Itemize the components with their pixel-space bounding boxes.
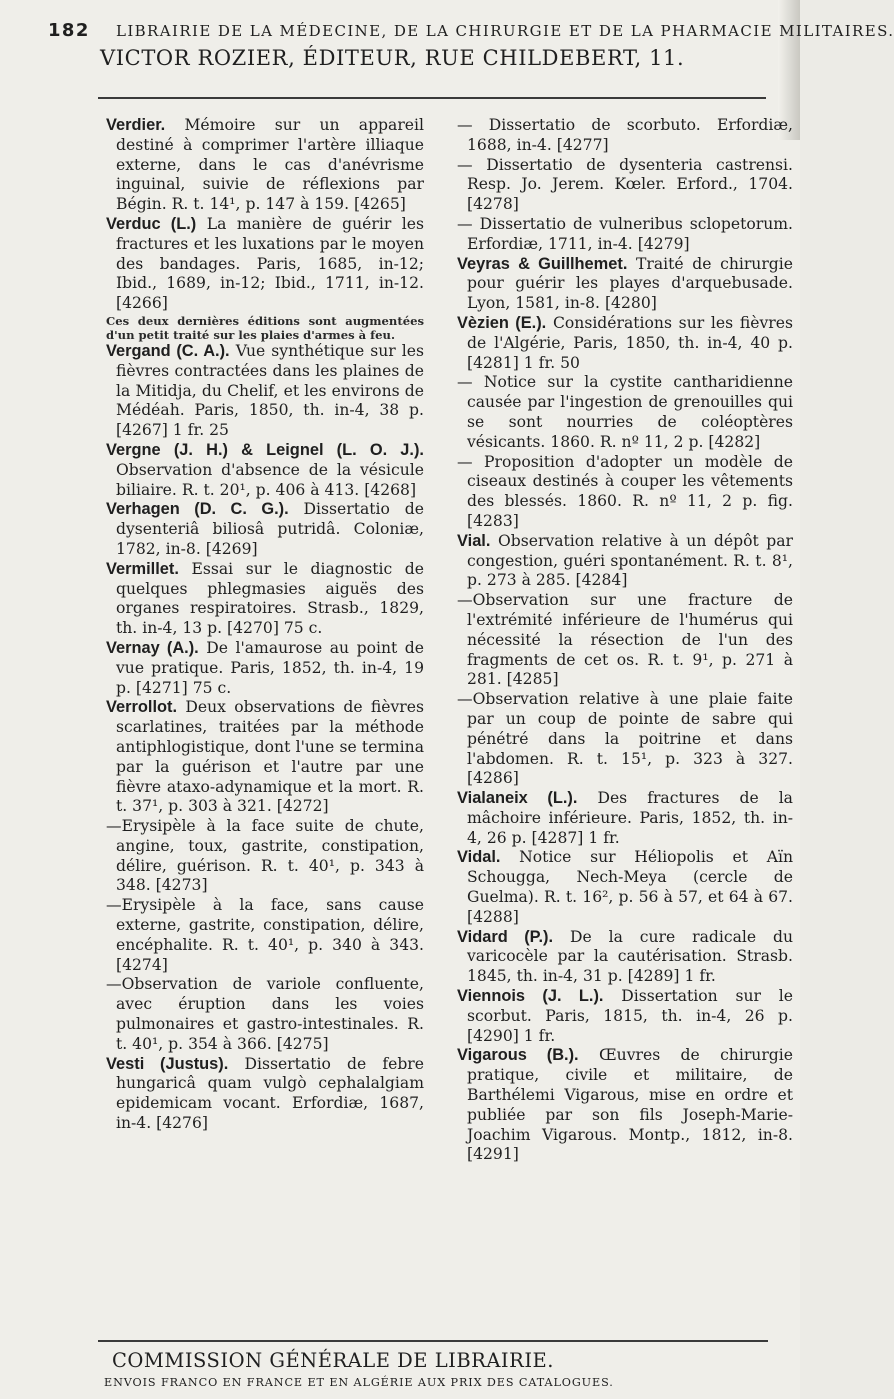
entry-author: Vergne (J. H.) & Leignel (L. O. J.). xyxy=(106,440,424,459)
entry-text: —Observation relative à une plaie faite par un coup de pointe de sabre qui pénétré dans la poitrine et dans l'abdomen. R. t. 15¹, p. 323 à 327. [4286] xyxy=(457,690,793,788)
running-header xyxy=(48,20,894,41)
entry-author: Vesti (Justus). xyxy=(106,1054,229,1073)
catalogue-entry xyxy=(106,896,424,975)
entry-author: Vermillet. xyxy=(106,559,179,578)
entry-text: De l'amaurose au point de vue pratique. Paris, 1852, th. in-4, 19 p. [4271] 75 c. xyxy=(116,638,424,697)
catalogue-entry xyxy=(457,215,793,255)
entry-text: — Dissertatio de vulneribus sclopetorum. Erfordiæ, 1711, in-4. [4279] xyxy=(457,214,793,253)
footer-rule xyxy=(98,1340,768,1342)
catalogue-entry xyxy=(106,342,424,441)
catalogue-entry xyxy=(106,560,424,639)
entry-author: Veyras & Guillhemet. xyxy=(457,254,628,273)
catalogue-entry xyxy=(457,156,793,215)
footer-commission: COMMISSION GÉNÉRALE DE LIBRAIRIE. xyxy=(112,1349,554,1372)
catalogue-entry xyxy=(106,116,424,215)
entry-text: —Erysipèle à la face suite de chute, angine, toux, gastrite, constipation, délire, guérison. R. t. 40¹, p. 343 à 348. [4273] xyxy=(106,817,424,895)
catalogue-entry xyxy=(106,975,424,1054)
entry-text: Observation d'absence de la vésicule biliaire. R. t. 20¹, p. 406 à 413. [4268] xyxy=(116,460,424,499)
entry-text: Traité de chirurgie pour guérir les playes d'arquebusade. Lyon, 1581, in-8. [4280] xyxy=(467,254,793,313)
catalogue-entry xyxy=(106,698,424,817)
catalogue-note: Ces deux dernières éditions sont augmentées d'un petit traité sur les plaies d'armes à feu. xyxy=(106,313,424,342)
catalogue-entry xyxy=(457,453,793,532)
entry-text: La manière de guérir les fractures et les luxations par le moyen des bandages. Paris, 1685, in-12; Ibid., 1689, in-12; Ibid., 1711, in-12. [4266] xyxy=(116,214,424,313)
entry-text: Notice sur Héliopolis et Aïn Schougga, Nech-Meya (cercle de Guelma). R. t. 16², p. 56 à 57, et 64 à 67. [4288] xyxy=(467,848,793,926)
entry-text: —Observation de variole confluente, avec éruption dans les voies pulmonaires et gastro-intestinales. R. t. 40¹, p. 354 à 366. [4275] xyxy=(106,975,424,1053)
catalogue-entry xyxy=(457,928,793,987)
catalogue-entry xyxy=(106,441,424,500)
entry-author: Viennois (J. L.). xyxy=(457,987,604,1006)
footer-shipping: ENVOIS FRANCO EN FRANCE ET EN ALGÉRIE AUX PRIX DES CATALOGUES. xyxy=(104,1376,614,1389)
entry-text: Mémoire sur un appareil destiné à comprimer l'artère illiaque externe, dans le cas d'anévrisme inguinal, suivie de réflexions par Bégin. R. t. 14¹, p. 147 à 159. [4265] xyxy=(116,116,424,214)
entry-author: Vidard (P.). xyxy=(457,927,554,946)
entry-text: — Notice sur la cystite cantharidienne causée par l'ingestion de grenouilles qui se sont nourries de coléoptères vésicants. 1860. R. nº 11, 2 p. [4282] xyxy=(457,373,793,451)
entry-author: Verduc (L.) xyxy=(106,214,197,233)
catalogue-entry xyxy=(457,314,793,373)
entry-author: Verrollot. xyxy=(106,698,178,717)
entry-author: Vernay (A.). xyxy=(106,638,199,657)
page-number: 182 xyxy=(48,20,90,41)
left-column xyxy=(106,116,424,1134)
entry-text: — Dissertatio de scorbuto. Erfordiæ, 1688, in-4. [4277] xyxy=(457,116,793,154)
catalogue-entry xyxy=(457,848,793,927)
entry-author: Vèzien (E.). xyxy=(457,313,547,332)
header-rule xyxy=(98,97,766,99)
entry-text: — Dissertatio de dysenteria castrensi. Resp. Jo. Jerem. Kœler. Erford., 1704. [4278] xyxy=(457,155,793,214)
entry-text: Dissertatio de dysenteriâ biliosâ putridâ. Coloniæ, 1782, in-8. [4269] xyxy=(116,500,424,558)
entry-text: Vue synthétique sur les fièvres contractées dans les plaines de la Mitidja, du Chelif, et les environs de Médéah. Paris, 1850, th. in-4, 38 p. [4267] 1 fr. 25 xyxy=(116,341,424,440)
entry-text: — Proposition d'adopter un modèle de ciseaux destinés à couper les vêtements des blessés. 1860. R. nº 11, 2 p. fig. [4283] xyxy=(457,452,793,530)
entry-text: Dissertatio de febre hungaricâ quam vulgò cephalalgiam epidemicam vocant. Erfordiæ, 1687, in-4. [4276] xyxy=(116,1054,424,1133)
entry-author: Verhagen (D. C. G.). xyxy=(106,500,289,519)
entry-text: Des fractures de la mâchoire inférieure. Paris, 1852, th. in-4, 26 p. [4287] 1 fr. xyxy=(467,789,793,847)
catalogue-entry xyxy=(457,1046,793,1165)
entry-author: Vergand (C. A.). xyxy=(106,341,230,360)
catalogue-entry xyxy=(106,817,424,896)
catalogue-entry xyxy=(457,789,793,848)
entry-author: Verdier. xyxy=(106,116,166,134)
catalogue-entry xyxy=(457,373,793,452)
publisher-line: VICTOR ROZIER, ÉDITEUR, RUE CHILDEBERT, 11. xyxy=(100,46,685,70)
entry-text: Considérations sur les fièvres de l'Algérie, Paris, 1850, th. in-4, 40 p. [4281] 1 fr. 50 xyxy=(467,313,793,372)
entry-text: Dissertation sur le scorbut. Paris, 1815, th. in-4, 26 p. [4290] 1 fr. xyxy=(467,987,793,1045)
entry-text: —Erysipèle à la face, sans cause externe, gastrite, constipation, délire, encéphalite. R. t. 40¹, p. 340 à 343. [4274] xyxy=(106,896,424,974)
entry-author: Vigarous (B.). xyxy=(457,1046,579,1065)
catalogue-entry xyxy=(457,255,793,314)
entry-text: Deux observations de fièvres scarlatines, traitées par la méthode antiphlogistique, dont l'une se termina par la guérison et l'autre par une fièvre ataxo-adynamique et la mort. R. t. 37¹, p. 303 à 321. [4272] xyxy=(116,698,424,816)
entry-text: Œuvres de chirurgie pratique, civile et militaire, de Barthélemi Vigarous, mise en ordre et publiée par son fils Joseph-Marie-Joachim Vigarous. Montp., 1812, in-8. [4291] xyxy=(467,1046,793,1164)
running-title: LIBRAIRIE DE LA MÉDECINE, DE LA CHIRURGIE ET DE LA PHARMACIE MILITAIRES. xyxy=(115,22,894,40)
catalogue-entry xyxy=(457,532,793,591)
entry-author: Vial. xyxy=(457,531,491,550)
catalogue-entry xyxy=(106,215,424,314)
entry-text: —Observation sur une fracture de l'extrémité inférieure de l'humérus qui nécessité la résection de l'un des fragments de cet os. R. t. 9¹, p. 271 à 281. [4285] xyxy=(457,591,793,689)
catalogue-entry xyxy=(457,987,793,1046)
entry-author: Vidal. xyxy=(457,848,501,867)
right-column xyxy=(457,116,793,1165)
catalogue-entry xyxy=(457,116,793,156)
catalogue-entry xyxy=(106,1055,424,1134)
catalogue-entry xyxy=(457,591,793,690)
entry-text: De la cure radicale du varicocèle par la cautérisation. Strasb. 1845, th. in-4, 31 p. [4289] 1 fr. xyxy=(467,927,793,986)
catalogue-entry xyxy=(106,639,424,698)
entry-text: Observation relative à un dépôt par congestion, guéri spontanément. R. t. 8¹, p. 273 à 285. [4284] xyxy=(467,531,794,590)
catalogue-entry xyxy=(106,500,424,559)
entry-author: Vialaneix (L.). xyxy=(457,789,578,808)
entry-text: Essai sur le diagnostic de quelques phlegmasies aiguës des organes respiratoires. Strasb., 1829, th. in-4, 13 p. [4270] 75 c. xyxy=(116,559,424,638)
catalogue-entry xyxy=(457,690,793,789)
